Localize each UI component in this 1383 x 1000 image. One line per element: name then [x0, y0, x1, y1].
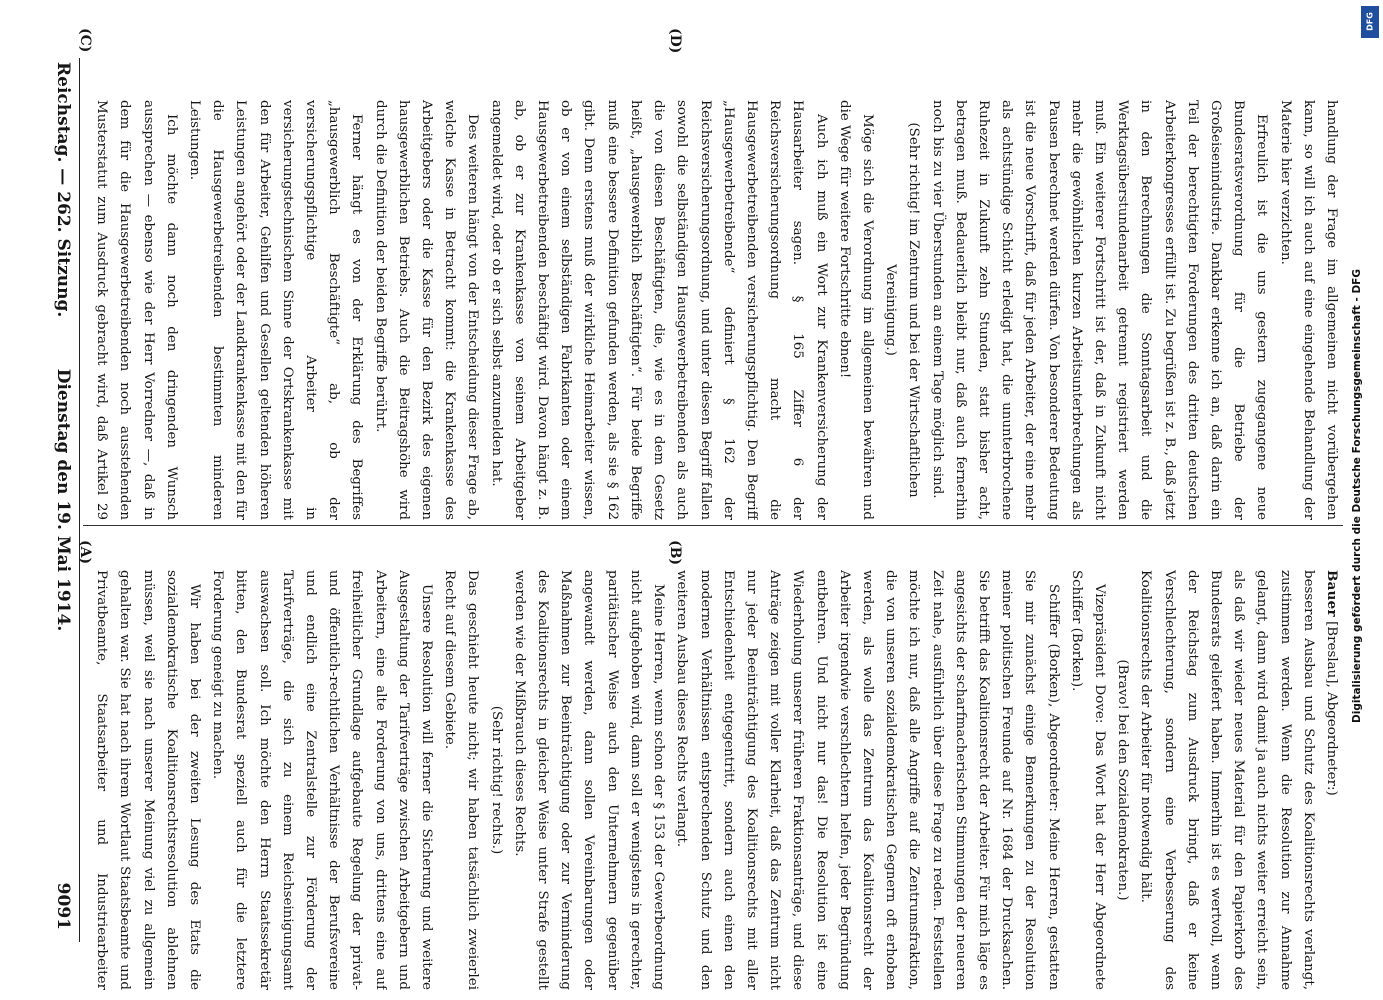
- paragraph: Ferner hängt es von der Erklärung des Begriffes „hausgewerblich Beschäftigte“ ab, ob der versicherungspflichtige Arbeiter in versicherungstechnischem Sinne der Ortskrankenkasse mit den für Arbeiter, Gehilfen und Gesellen geltenden höheren Leistungen angehört oder der Landkrankenkasse mit den für die Hausgewerbetreibenden bestimmten minderen Leistungen.: [187, 100, 365, 520]
- interjection: (Sehr richtig! rechts.): [488, 705, 504, 855]
- paragraph: Erfreulich ist die uns gestern zugegangene neue Bundesratsverordnung für die Betriebe der Großeisenindustrie. Dankbar erkenne ich an, daß darin ein Teil der berechtigten Forderungen des dritten deutschen Arbeiterkongresses erfüllt ist. Zu begrüßen ist z. B., daß jetzt in den Berechnungen die Sonntagsarbeit und die Werktagsüberstundenarbeit getrennt registriert werden muß. Ein weiterer Fortschritt ist der, daß in Zukunft nicht mehr die gewöhnlichen kurzen Arbeitsunterbrechungen als Pausen berechnet werden dürfen. Von besonderer Bedeutung ist die neue Vorschrift, daß für jeden Arbeiter, der eine mehr als achtstündige Schicht erledigt hat, die ununterbrochene Ruhezeit in Zukunft zehn Stunden, statt bisher acht, betragen muß. Bedauerlich bleibt nur, daß auch fernerhin noch bis zu vier Überstunden an einem Tage möglich sind.: [929, 100, 1270, 520]
- paragraph: Schiffer (Borken), Abgeordneter: Meine Herren, gestatten Sie mir zunächst einige Bemerkungen zu der Resolution meiner politischen Freunde auf Nr. 1684 der Drucksachen. Sie betrifft das Koalitionsrecht der Arbeiter. Für mich läge es angesichts der scharfmacherischen Stimmungen der neueren Zeit nahe, ausführlich über diese Frage zu reden. Feststellen möchte ich nur, daß alle Angriffe auf die Zentrumsfraktion, die von unseren sozialdemokratischen Gegnern oft erhoben werden, als wolle das Zentrum das Koalitionsrecht der Arbeiter irgendwie verschlechtern helfen, jeder Begründung entbehren. Und nicht nur das! Die Resolution ist eine Wiederholung unserer früheren Fraktionsanträge, und diese Anträge zeigen mit voller Klarheit, daß das Zentrum nicht nur jeder Beeinträchtigung des Koalitionsrechts mit aller Entschiedenheit entgegentritt, sondern auch einen den modernen Verhältnissen entsprechenden Schutz und den weiteren Ausbau dieses Rechts verlangt.: [674, 570, 1061, 990]
- margin-letter-c: (C): [77, 28, 93, 53]
- paragraph: Meine Herren, wenn schon der § 153 der Gewerbeordnung nicht aufgehoben wird, dann soll er wenigstens in gerechter, paritätischer Weise auch den Unternehmern gegenüber angewandt werden, dann sollen Vereinbarungen oder Maßnahmen zur Beeinträchtigung oder zur Verminderung des Koalitionsrechts in gleicher Weise unter Strafe gestellt werden wie der Mißbrauch dieses Rechts.: [511, 570, 667, 990]
- paragraph: Auch ich muß ein Wort zur Krankenversicherung der Hausarbeiter sagen. § 165 Ziffer 6 der Reichsversicherungsordnung macht die Hausgewerbetreibenden versicherungspflichtig. Den Begriff „Hausgewerbetreibende“ definiert § 162 der Reichsversicherungsordnung, und unter diesen Begriff fallen sowohl die selbständigen Hausgewerbetreibenden als auch die von diesen Beschäftigten, die, wie es in dem Gesetz heißt, „hausgewerblich Beschäftigten“. Für beide Begriffe muß eine bessere Definition gefunden werden, als sie § 162 gibt. Denn erstens muß der wirkliche Heimarbeiter wissen, ob er von einem selbständigen Fabrikanten oder einem Hausgewerbetreibenden beschäftigt wird. Davon hängt z. B. ab, ob er zur Krankenkasse von seinem Arbeitgeber angemeldet wird, oder ob er sich selbst anzumelden hat.: [488, 100, 829, 520]
- speaker-name: Bauer: [1324, 570, 1340, 617]
- left-column: [88, 570, 1343, 990]
- digitization-credit: [1351, 0, 1377, 1000]
- paragraph: Unsere Resolution will ferner die Sicherung und weitere Ausgestaltung der Tarifverträge zwischen Arbeitgebern und Arbeitern, eine alte Forderung von uns, drittens eine auf freiheitlicher Grundlage aufgebaute Regelung der privat- und öffentlich-rechtlichen Verhältnisse der Berufsvereine und endlich eine Zentralstelle zur Förderung der Tarifverträge, die sich zu einem Reichseinigungsamt auswachsen soll. Ich möchte den Herrn Staatssekretär bitten, den Bundesrat speziell auch für die letztere Forderung geneigt zu machen.: [210, 570, 435, 990]
- paragraph: Ich möchte dann noch den dringenden Wunsch aussprechen — ebenso wie der Herr Vorredner —, daß in dem für die Hausgewerbetreibenden noch ausstehenden Musterstatut zum Ausdruck gebracht wird, daß Artikel 29: [94, 100, 179, 520]
- header-rule: [79, 58, 80, 942]
- margin-letter-b: (B): [667, 540, 683, 566]
- column-divider: [83, 525, 1343, 526]
- paragraph: [1320, 570, 1343, 990]
- dfg-logo: [1361, 6, 1379, 38]
- paragraph: besseren Ausbau und Schutz des Koalitionsrechts verlangt, zustimmen werden. Wenn die Resolution zur Annahme gelangt, dann wird damit ja auch nichts weiter erreicht sein, als daß wir wieder neues Material für den Papierkorb des Bundesrats geliefert haben. Immerhin ist es wertvoll, wenn der Reichstag zum Ausdruck bringt, daß er keine Verschlechterung, sondern eine Verbesserung des Koalitionsrechts der Arbeiter für notwendig hält.: [1138, 570, 1316, 990]
- paragraph: Möge sich die Verordnung im allgemeinen bewähren und die Wege für weitere Fortschritte ebnen!: [836, 100, 875, 520]
- margin-letter-d: (D): [667, 28, 683, 54]
- credit-text: Digitalisierung gefördert durch die Deutsche Forschungsgemeinschaft - DFG: [1351, 269, 1363, 723]
- paragraph: Das geschieht heute nicht; wir haben tatsächlich zweierlei Recht auf diesem Gebiete.: [442, 570, 481, 990]
- interjection: (Sehr richtig! im Zentrum und bei der Wirtschaftlichen Vereinigung.): [883, 122, 922, 498]
- paragraph: Des weiteren hängt von der Entscheidung dieser Frage ab, welche Kasse in Betracht kommt: die Krankenkasse des Arbeitgebers oder die Kasse für den Bezirk des eigenen hausgewerblichen Betriebs. Auch die Beitragshöhe wird durch die Definition der beiden Begriffe berührt.: [372, 100, 481, 520]
- interjection: (Bravo! bei den Sozialdemokraten.): [1115, 659, 1131, 901]
- margin-letter-a: (A): [77, 540, 93, 565]
- header-date: Dienstag den 19. Mai 1914.: [53, 368, 73, 632]
- paragraph: Vizepräsident Dove: Das Wort hat der Herr Abgeordnete Schiffer (Borken).: [1068, 570, 1107, 990]
- logo-text: DFG: [1365, 12, 1375, 31]
- speaker-note: [Breslau], Abgeordneter:): [1324, 621, 1339, 796]
- paragraph: handlung der Frage im allgemeinen nicht vorübergehen kann, so will ich auch auf eine eingehende Behandlung der Materie hier verzichten.: [1277, 100, 1339, 520]
- page-number: 9091: [53, 882, 73, 930]
- paragraph: Wir haben bei der zweiten Lesung des Etats die sozialdemokratische Koalitionsrechtsresolution ablehnen müssen, weil sie nach unserer Meinung viel zu allgemein gehalten war. Sie hat nach ihrem Wortlaut Staatsbeamte und Privatbeamte, Staatsarbeiter und Industriearbeiter: [94, 570, 203, 990]
- header-left: Reichstag. — 262. Sitzung.: [53, 62, 73, 318]
- right-column: [88, 100, 1343, 520]
